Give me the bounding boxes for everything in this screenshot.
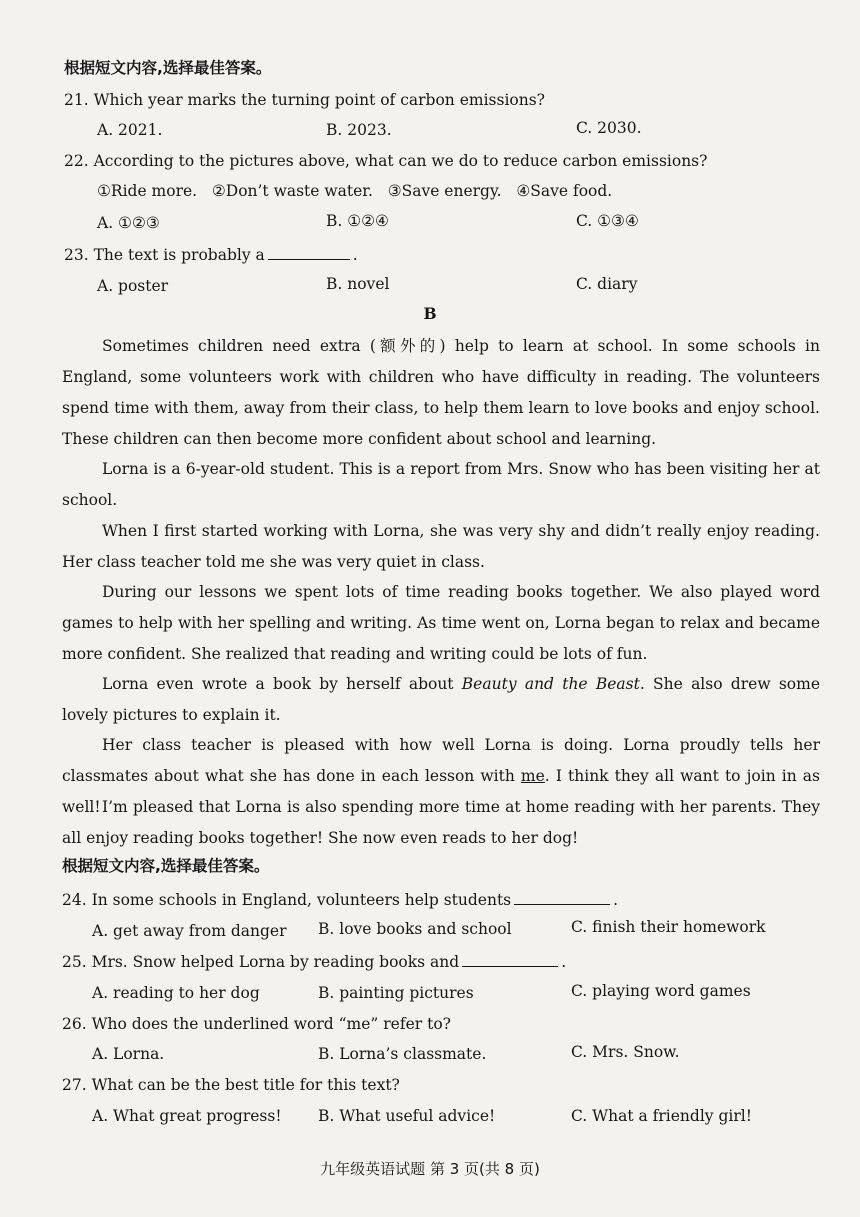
question-27-option-b: B. What useful advice! (318, 1107, 496, 1125)
question-27-stem: 27. What can be the best title for this text? (62, 1076, 400, 1094)
paragraph-6-text-end: . I think they all want to join in as well! (62, 767, 820, 816)
passage-paragraph-3: When I first started working with Lorna, she was very shy and didn’t really enjoy reading. Her class teacher told me she was very quiet in class. (62, 522, 820, 571)
instruction-b: 根据短文内容,选择最佳答案。 (62, 857, 270, 875)
question-25-stem-text: 25. Mrs. Snow helped Lorna by reading books and (62, 953, 460, 971)
paragraph-5-text: Lorna even wrote a book by herself about (102, 675, 462, 693)
question-21-option-b: B. 2023. (326, 121, 392, 139)
passage-paragraph-4: During our lessons we spent lots of time reading books together. We also played word games to help with her spelling and writing. As time went on, Lorna began to relax and became more confident. She realized that reading and writing could be lots of fun. (62, 583, 820, 663)
passage-paragraph-7: I’m pleased that Lorna is also spending more time at home reading with her parents. They all enjoy reading books together! She now even reads to her dog! (62, 798, 820, 847)
question-25-stem (62, 952, 566, 972)
question-23-stem-text: 23. The text is probably a (64, 246, 265, 264)
question-22-subline: ①Ride more. ②Don’t waste water. ③Save energy. ④Save food. (97, 182, 613, 200)
question-24-stem-end: . (613, 891, 619, 909)
question-24-option-b: B. love books and school (318, 920, 512, 938)
book-title: Beauty and the Beast (461, 675, 640, 693)
question-23-stem (64, 245, 358, 265)
answer-blank (268, 245, 350, 260)
passage-paragraph-2: Lorna is a 6-year-old student. This is a report from Mrs. Snow who has been visiting her at school. (62, 460, 820, 509)
question-23-stem-end: . (352, 246, 358, 264)
passage-paragraph-5 (62, 669, 820, 731)
passage-paragraph-1: Sometimes children need extra (额外的) help to learn at school. In some schools in England, some volunteers work with children who have difficulty in reading. The volunteers spend time with them, away from their class, to help them learn to love books and enjoy school. These children can then become more confident about school and learning. (62, 337, 820, 448)
question-27-option-a: A. What great progress! (92, 1107, 282, 1125)
answer-blank (462, 952, 558, 967)
question-25-option-b: B. painting pictures (318, 984, 474, 1002)
question-22-option-c: C. ①③④ (576, 212, 639, 230)
question-23-option-b: B. novel (326, 275, 390, 293)
answer-blank (514, 890, 610, 905)
question-27-option-c: C. What a friendly girl! (571, 1107, 752, 1125)
question-22-option-a: A. ①②③ (97, 214, 160, 232)
question-25-option-c: C. playing word games (571, 982, 751, 1000)
question-24-option-c: C. finish their homework (571, 918, 766, 936)
question-21-option-a: A. 2021. (97, 121, 163, 139)
question-23-option-c: C. diary (576, 275, 638, 293)
question-25-stem-end: . (561, 953, 567, 971)
question-22-stem: 22. According to the pictures above, what can we do to reduce carbon emissions? (64, 152, 708, 170)
question-26-option-c: C. Mrs. Snow. (571, 1043, 680, 1061)
question-24-stem (62, 890, 618, 910)
question-26-option-b: B. Lorna’s classmate. (318, 1045, 487, 1063)
page-footer: 九年级英语试题 第 3 页(共 8 页) (320, 1160, 540, 1178)
question-21-stem: 21. Which year marks the turning point of carbon emissions? (64, 91, 545, 109)
section-b-heading: B (423, 304, 437, 323)
question-26-option-a: A. Lorna. (92, 1045, 165, 1063)
question-26-stem: 26. Who does the underlined word “me” refer to? (62, 1015, 451, 1033)
question-24-stem-text: 24. In some schools in England, volunteers help students (62, 891, 512, 909)
underlined-word: me (520, 767, 545, 785)
question-24-option-a: A. get away from danger (92, 922, 287, 940)
question-21-option-c: C. 2030. (576, 119, 642, 137)
question-25-option-a: A. reading to her dog (92, 984, 260, 1002)
question-22-option-b: B. ①②④ (326, 212, 389, 230)
paragraph-6-text: Her class teacher is pleased with how well Lorna is doing. Lorna proudly tells her classmates about what she has done in each lesson with (62, 736, 820, 785)
question-23-option-a: A. poster (97, 277, 169, 295)
instruction-a: 根据短文内容,选择最佳答案。 (64, 59, 272, 77)
paragraph-5-text-end: . She also drew some lovely pictures to explain it. (62, 675, 820, 724)
